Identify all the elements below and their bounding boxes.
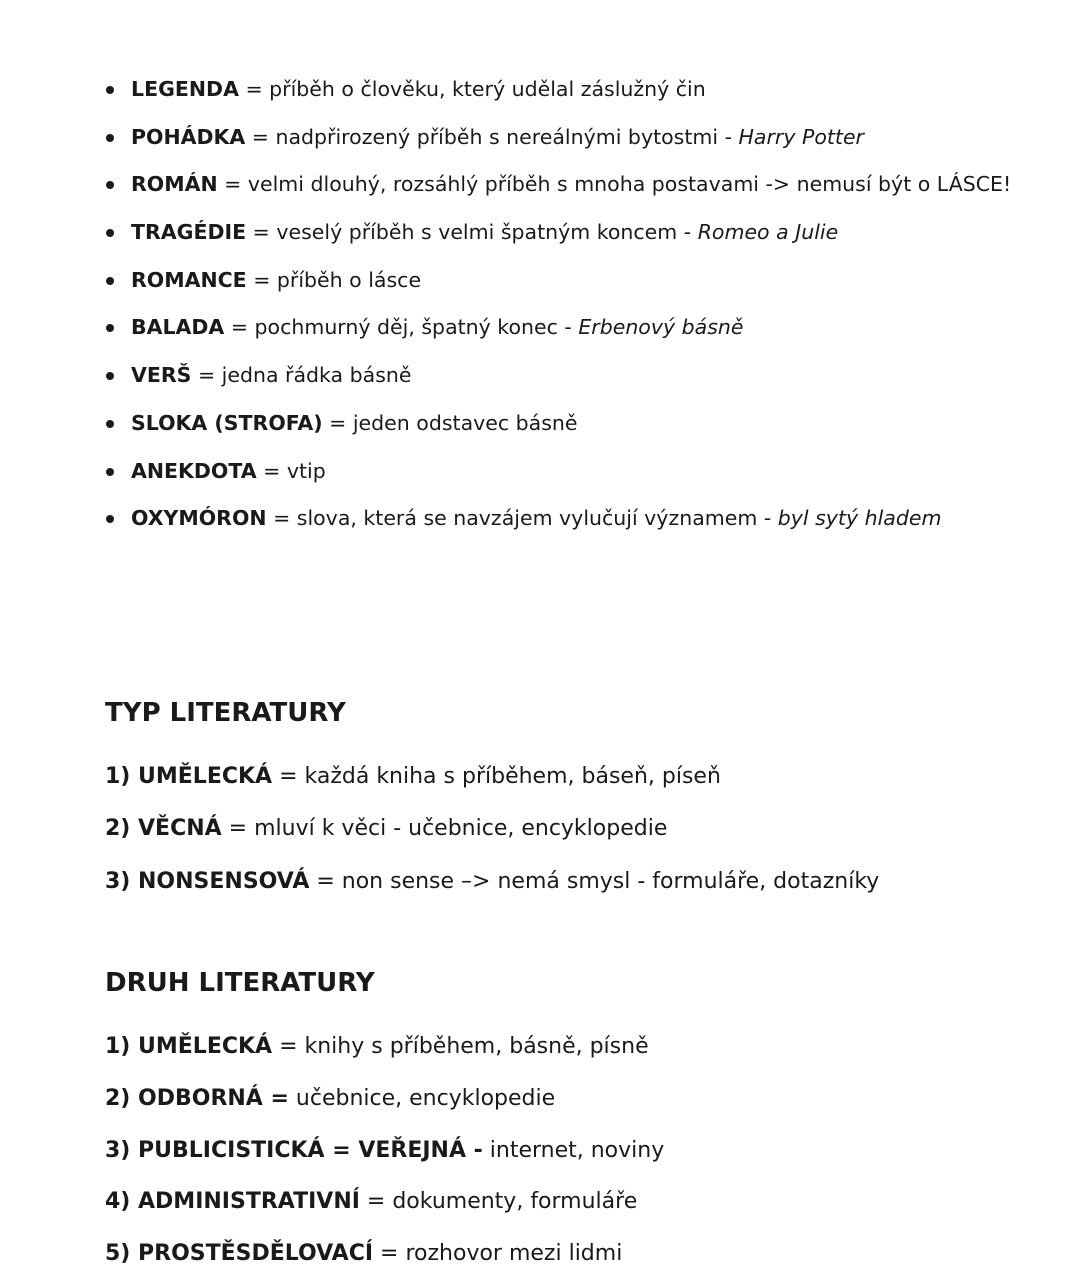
definition: veselý příběh s velmi špatným koncem	[276, 220, 678, 245]
item-label: 4) ADMINISTRATIVNÍ	[105, 1189, 360, 1215]
glossary-item-vers	[105, 352, 1011, 400]
druh-literatury-section	[105, 967, 664, 1280]
item-label: 1) UMĚLECKÁ	[105, 1034, 273, 1059]
definition: slova, která se navzájem vylučují významem	[296, 506, 758, 531]
term: POHÁDKA	[131, 124, 246, 149]
glossary-item-tragedie	[105, 209, 1011, 257]
glossary-item-oxymoron	[105, 495, 1011, 543]
list-item	[105, 751, 879, 803]
term: OXYMÓRON	[131, 506, 267, 531]
example: Harry Potter	[738, 124, 864, 149]
typ-literatury-list	[105, 751, 879, 908]
definition: jedna řádka básně	[221, 363, 412, 388]
definition: velmi dlouhý, rozsáhlý příběh s mnoha postavami -> nemusí být o LÁSCE!	[247, 172, 1012, 197]
item-text: = non sense –> nemá smysl - formuláře, dotazníky	[309, 868, 880, 894]
bullet-icon	[106, 515, 114, 523]
separator: =	[238, 77, 270, 101]
glossary-item-anekdota	[105, 448, 1011, 496]
item-text: = každá kniha s příběhem, báseň, píseň	[272, 764, 721, 789]
glossary-item-balada	[105, 304, 1011, 352]
bullet-icon	[106, 324, 114, 332]
example: byl sytý hladem	[777, 506, 942, 531]
definition: jeden odstavec básně	[352, 410, 578, 435]
term: TRAGÉDIE	[131, 220, 247, 245]
term: LEGENDA	[131, 77, 239, 101]
term: ANEKDOTA	[131, 458, 257, 483]
example-separator: -	[677, 220, 698, 245]
term: ROMANCE	[131, 267, 247, 292]
list-item	[105, 1125, 664, 1177]
glossary-list	[105, 66, 1011, 543]
list-item	[105, 1228, 664, 1280]
item-text: učebnice, encyklopedie	[288, 1085, 556, 1111]
definition: nadpřirozený příběh s nereálnými bytostmi	[275, 124, 719, 149]
item-text: = dokumenty, formuláře	[359, 1189, 638, 1215]
bullet-icon	[106, 229, 114, 237]
separator: =	[246, 220, 277, 245]
term: SLOKA (STROFA)	[131, 410, 323, 435]
item-label: 2) VĚCNÁ	[105, 816, 222, 842]
definition: příběh o člověku, který udělal záslužný čin	[269, 77, 706, 101]
bullet-icon	[106, 181, 114, 189]
typ-literatury-section	[105, 697, 879, 908]
item-label: 3) NONSENSOVÁ	[105, 868, 310, 894]
definition: příběh o lásce	[276, 267, 422, 292]
separator: =	[191, 363, 222, 388]
bullet-icon	[106, 277, 114, 285]
separator: =	[256, 458, 287, 483]
example-separator: -	[718, 124, 739, 149]
example-separator: -	[557, 315, 579, 340]
item-text: = knihy s příběhem, básně, písně	[272, 1034, 649, 1059]
separator: =	[266, 506, 297, 531]
list-item	[105, 1176, 664, 1228]
term: BALADA	[131, 315, 225, 340]
separator: =	[217, 172, 248, 197]
separator: =	[246, 267, 277, 292]
bullet-icon	[106, 372, 114, 380]
list-item	[105, 1073, 664, 1125]
example-separator: -	[757, 506, 778, 531]
example: Erbenový básně	[578, 315, 744, 340]
separator: =	[224, 315, 255, 340]
glossary-item-romance	[105, 257, 1011, 305]
glossary-item-pohadka	[105, 114, 1011, 162]
section-title: TYP LITERATURY	[105, 698, 346, 728]
glossary-item-legenda	[105, 66, 1011, 114]
item-label: 2) ODBORNÁ =	[105, 1085, 289, 1111]
bullet-icon	[106, 86, 114, 94]
item-text: = rozhovor mezi lidmi	[373, 1241, 623, 1267]
section-title: DRUH LITERATURY	[105, 968, 375, 998]
item-label: 5) PROSTĚSDĚLOVACÍ	[105, 1241, 374, 1267]
list-item	[105, 856, 879, 908]
item-text: internet, noviny	[482, 1137, 665, 1163]
bullet-icon	[106, 134, 114, 142]
list-item	[105, 1021, 664, 1073]
bullet-icon	[106, 468, 114, 476]
example: Romeo a Julie	[697, 220, 839, 245]
glossary-item-sloka	[105, 400, 1011, 448]
definition: vtip	[286, 458, 326, 483]
item-text: = mluví k věci - učebnice, encyklopedie	[221, 816, 668, 842]
item-label: 1) UMĚLECKÁ	[105, 764, 273, 789]
druh-literatury-list	[105, 1021, 664, 1280]
list-item	[105, 803, 879, 855]
term: VERŠ	[131, 363, 192, 388]
separator: =	[322, 410, 353, 435]
definition: pochmurný děj, špatný konec	[254, 315, 558, 340]
term: ROMÁN	[131, 172, 218, 197]
item-label: 3) PUBLICISTICKÁ = VEŘEJNÁ -	[105, 1137, 483, 1163]
glossary-item-roman	[105, 161, 1011, 209]
separator: =	[245, 124, 276, 149]
bullet-icon	[106, 420, 114, 428]
